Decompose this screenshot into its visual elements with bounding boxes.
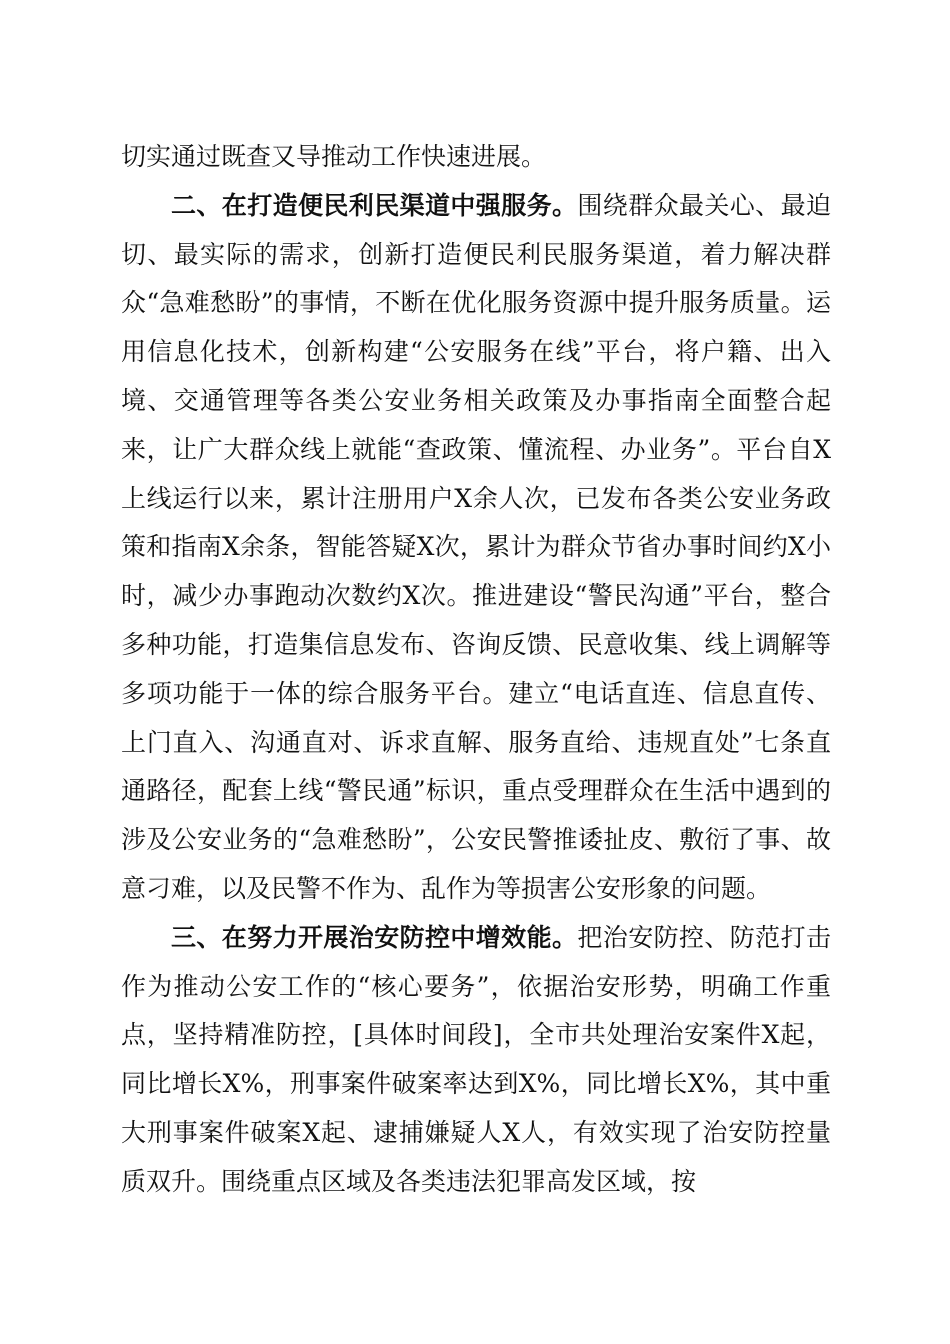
paragraph-service	[121, 182, 831, 914]
paragraph-body: 切实通过既查又导推动工作快速进展。	[121, 142, 547, 171]
paragraph-body: 围绕群众最关心、最迫切、最实际的需求，创新打造便民利民服务渠道，着力解决群众“急难愁盼”的事情，不断在优化服务资源中提升服务质量。运用信息化技术，创新构建“公安服务在线”平台，将户籍、出入境、交通管理等各类公安业务相关政策及办事指南全面整合起来，让广大群众线上就能“查政策、懂流程、办业务”。平台自X上线运行以来，累计注册用户X余人次，已发布各类公安业务政策和指南X余条，智能答疑X次，累计为群众节省办事时间约X小时，减少办事跑动次数约X次。推进建设“警民沟通”平台，整合多种功能，打造集信息发布、咨询反馈、民意收集、线上调解等多项功能于一体的综合服务平台。建立“电话直连、信息直传、上门直入、沟通直对、诉求直解、服务直给、违规直处”七条直通路径，配套上线“警民通”标识，重点受理群众在生活中遇到的涉及公安业务的“急难愁盼”，公安民警推诿扯皮、敷衍了事、故意刁难，以及民警不作为、乱作为等损害公安形象的问题。	[121, 190, 831, 903]
paragraph-continuation	[121, 133, 831, 182]
paragraph-heading: 三、在努力开展治安防控中增效能。	[171, 922, 578, 952]
paragraph-security	[121, 914, 831, 1207]
document-body	[121, 133, 831, 1207]
paragraph-heading: 二、在打造便民利民渠道中强服务。	[171, 190, 578, 220]
paragraph-body: 把治安防控、防范打击作为推动公安工作的“核心要务”，依据治安形势，明确工作重点，坚持精准防控，[具体时间段]，全市共处理治安案件X起，同比增长X%，刑事案件破案率达到X%，同比增长X%，其中重大刑事案件破案X起、逮捕嫌疑人X人，有效实现了治安防控量质双升。围绕重点区域及各类违法犯罪高发区域，按	[121, 922, 831, 1196]
